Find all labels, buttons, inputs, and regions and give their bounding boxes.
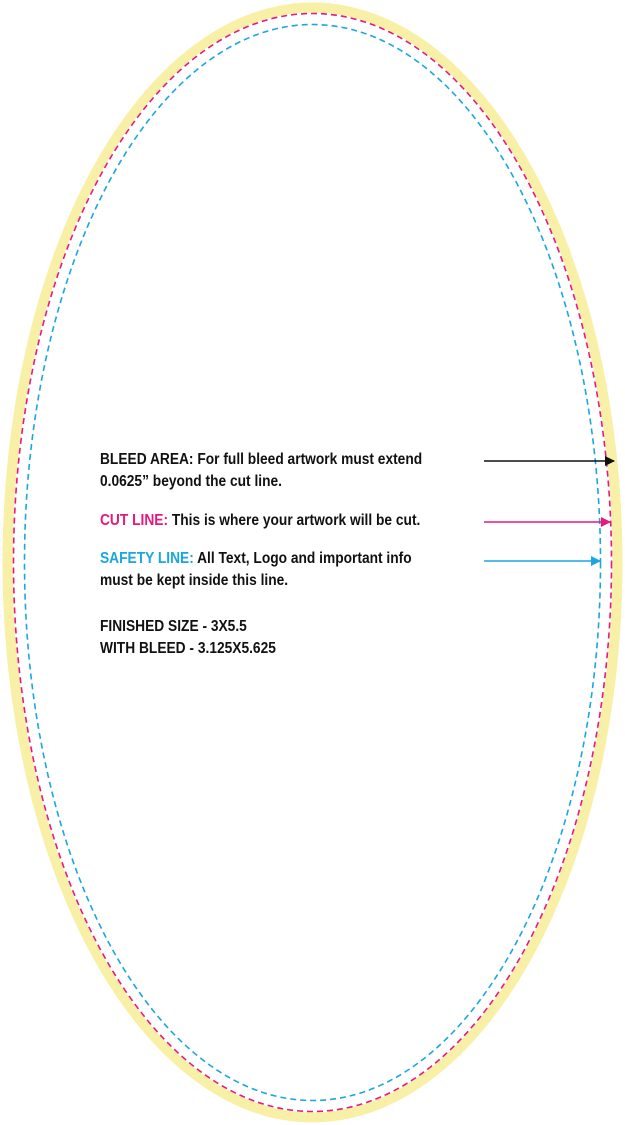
bleed-area-text-line1: For full bleed artwork must extend: [197, 451, 423, 468]
bleed-area-note: [100, 449, 422, 493]
with-bleed-size-text: WITH BLEED - 3.125X5.625: [100, 640, 276, 657]
safety-line-note: [100, 548, 412, 592]
cut-line-heading: CUT LINE:: [100, 512, 169, 529]
finished-size-text: FINISHED SIZE - 3X5.5: [100, 618, 247, 635]
cut-line-note: [100, 510, 420, 532]
size-note: [100, 616, 276, 660]
safety-line-text-line2: must be kept inside this line.: [100, 572, 289, 589]
bleed-area-text-line2: 0.0625” beyond the cut line.: [100, 473, 282, 490]
cut-line-text: This is where your artwork will be cut.: [171, 512, 421, 529]
safety-line-text-line1: All Text, Logo and important info: [197, 550, 412, 567]
safety-line-heading: SAFETY LINE:: [100, 550, 194, 567]
bleed-area-heading: BLEED AREA:: [100, 451, 194, 468]
